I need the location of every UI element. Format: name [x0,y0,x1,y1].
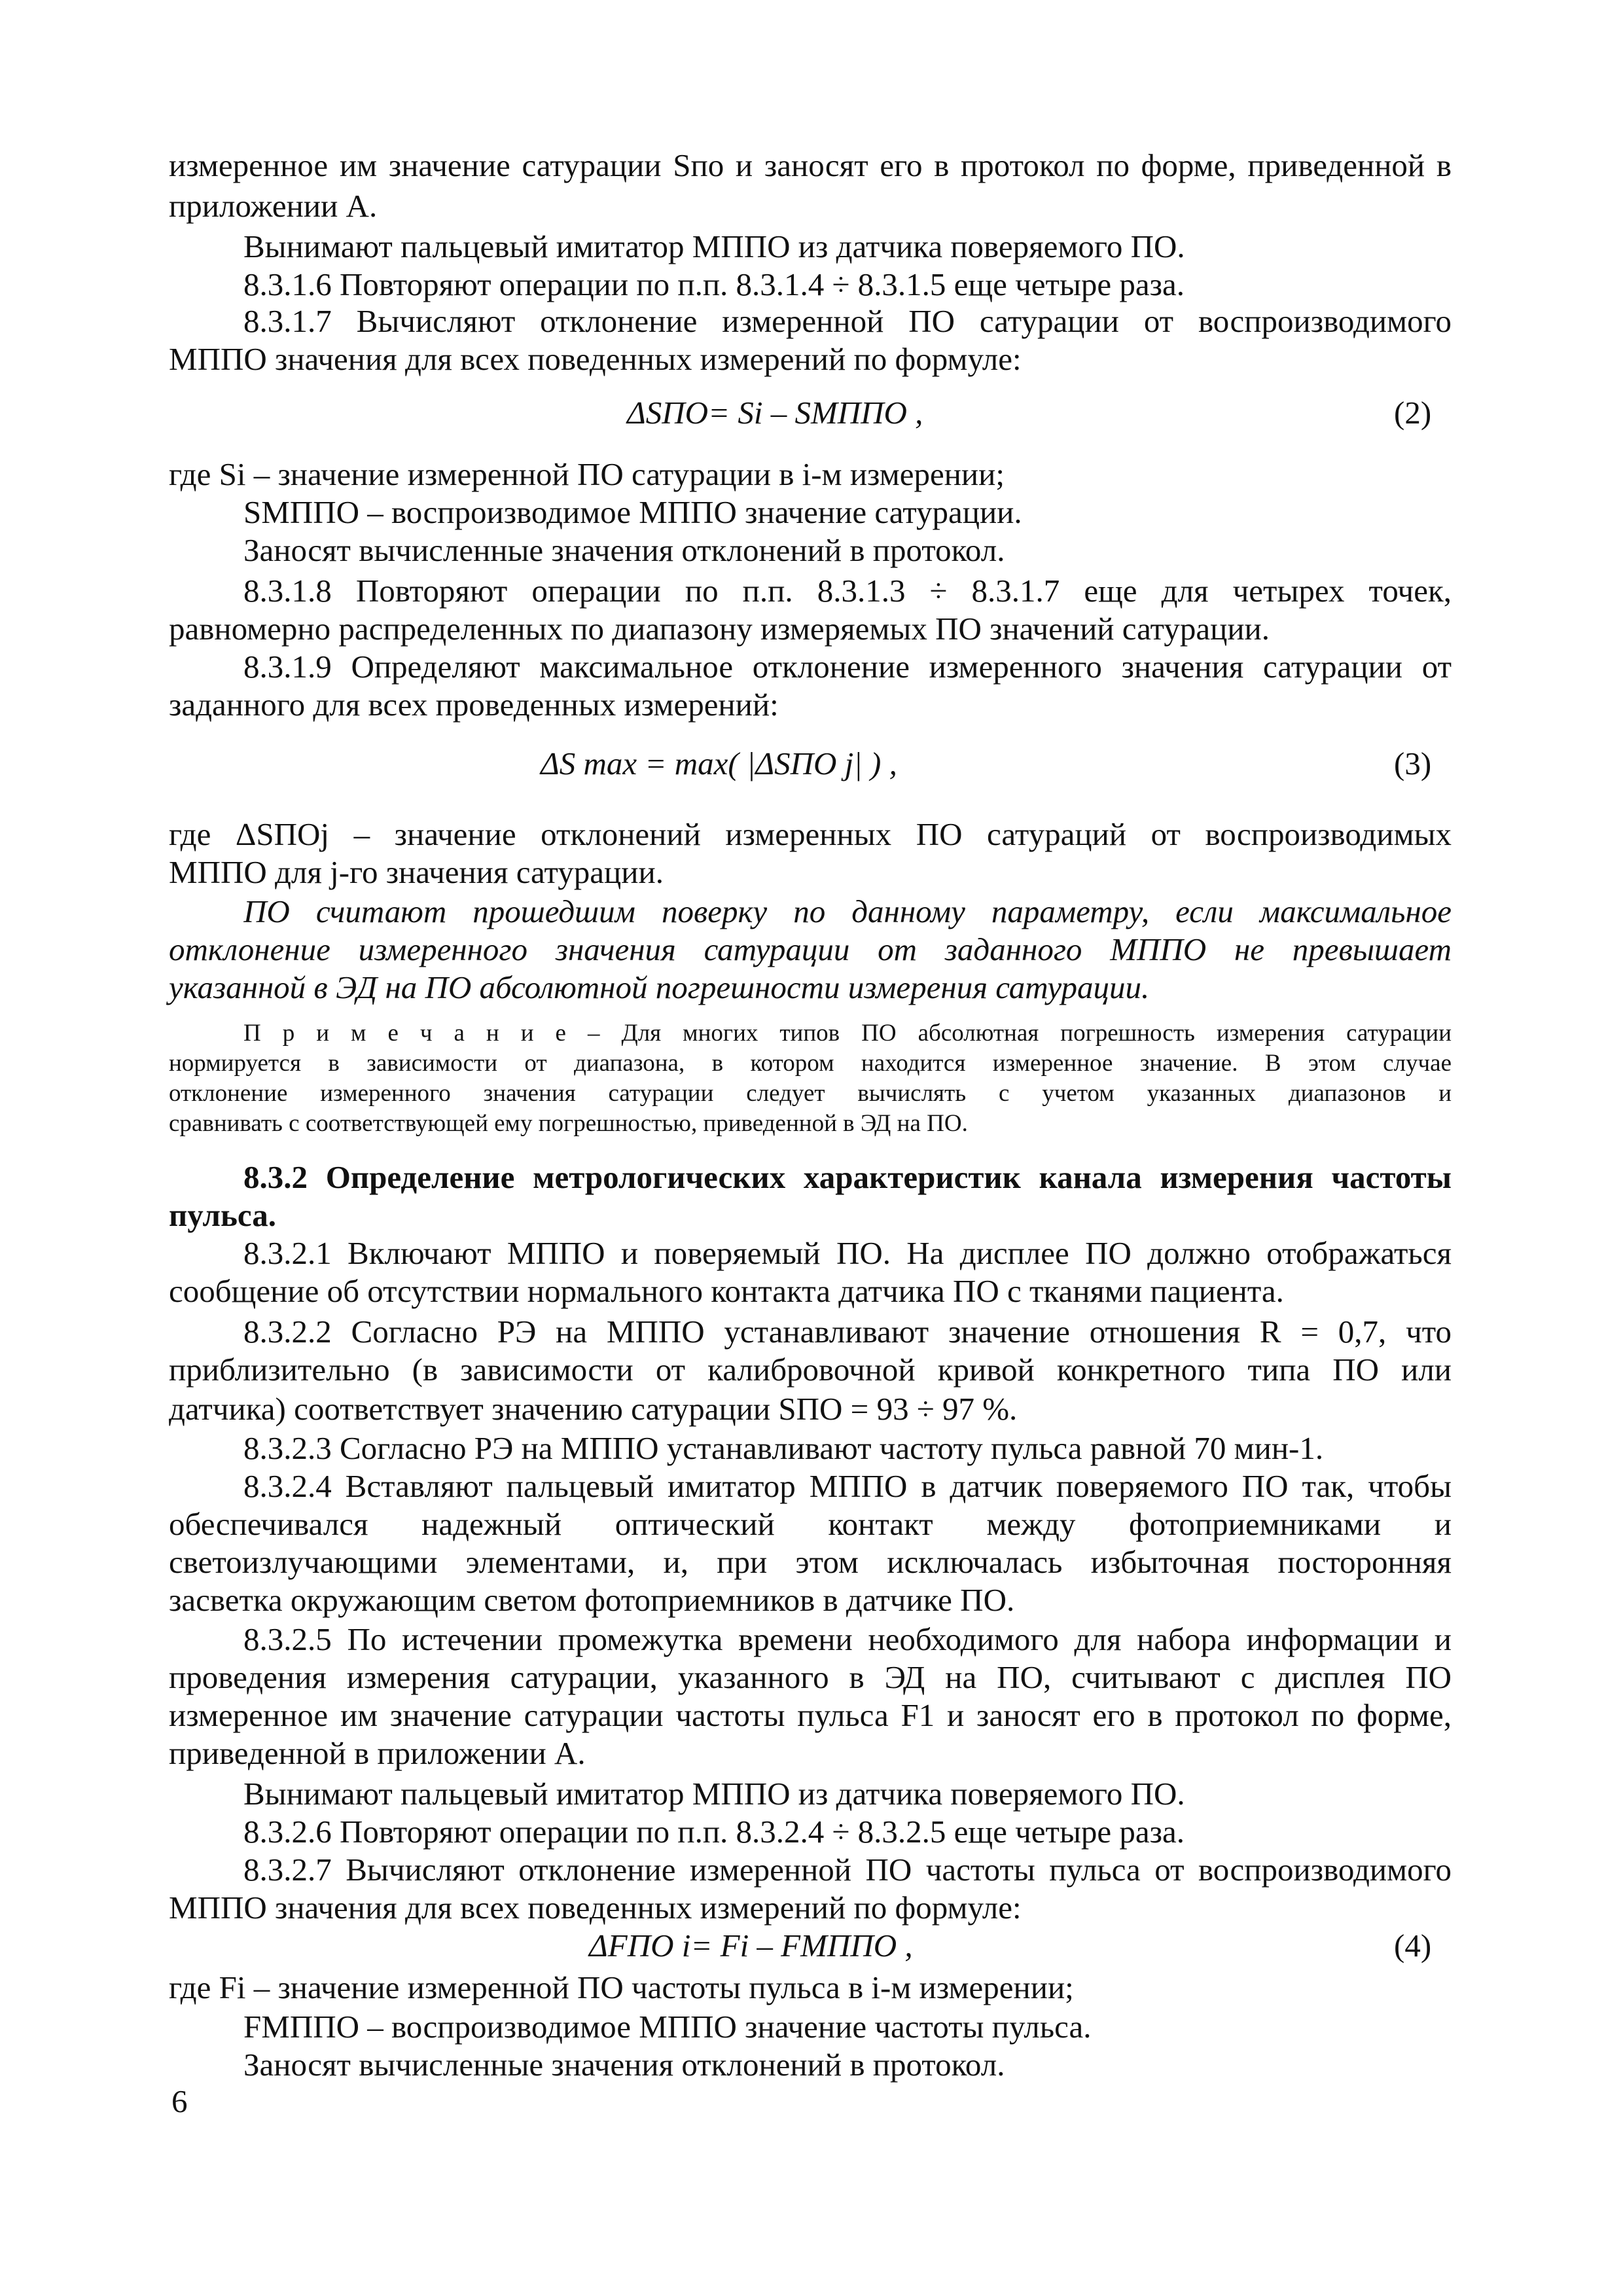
text-line: где Si – значение измеренной ПО сатурации в i-м измерении; [169,456,1005,492]
text-line: обеспечивался надежный оптический контакт между фотоприемниками и [169,1506,1452,1542]
text-line: проведения измерения сатурации, указанного в ЭД на ПО, считывают с дисплея ПО [169,1659,1452,1695]
text-line: SМППО – воспроизводимое МППО значение сатурации. [243,494,1022,530]
text-line: датчика) соответствует значению сатурации SПО = 93 ÷ 97 %. [169,1391,1018,1427]
text-line: равномерно распределенных по диапазону измеряемых ПО значений сатурации. [169,611,1270,647]
text-line: измеренное им значение сатурации частоты пульса F1 и заносят его в протокол по форме, [169,1697,1452,1733]
text-line: 8.3.1.8 Повторяют операции по п.п. 8.3.1.3 ÷ 8.3.1.7 еще для четырех точек, [243,573,1452,609]
text-line: 8.3.2.5 По истечении промежутка времени необходимого для набора информации и [243,1621,1452,1657]
text-line: Вынимают пальцевый имитатор МППО из датчика поверяемого ПО. [243,1776,1185,1812]
text-line: ПО считают прошедшим поверку по данному параметру, если максимальное [243,893,1452,929]
formula-4: ΔFПО i= Fi – FМППО , [589,1928,913,1964]
text-line: 8.3.2.3 Согласно РЭ на МППО устанавливают частоту пульса равной 70 мин-1. [243,1430,1324,1466]
text-line: Вынимают пальцевый имитатор МППО из датчика поверяемого ПО. [243,228,1185,264]
text-line: 8.3.2.1 Включают МППО и поверяемый ПО. На дисплее ПО должно отображаться [243,1235,1452,1271]
formula-2: ΔSПО= Si – SМППО , [627,395,923,431]
text-line: 8.3.1.9 Определяют максимальное отклонение измеренного значения сатурации от [243,649,1452,685]
formula-3: ΔS max = max( |ΔSПО j| ) , [541,745,897,781]
text-line: приложении А. [169,188,378,224]
text-line: FМППО – воспроизводимое МППО значение частоты пульса. [243,2009,1092,2045]
text-line: отклонение измеренного значения сатурации от заданного МППО не превышает [169,931,1452,967]
text-line: МППО для j-го значения сатурации. [169,854,664,890]
equation-number: (3) [1394,745,1432,781]
text-line: Заносят вычисленные значения отклонений в протокол. [243,532,1005,568]
equation-number: (4) [1394,1928,1432,1964]
note-line: сравнивать с соответствующей ему погрешностью, приведенной в ЭД на ПО. [169,1110,968,1137]
text-line: Заносят вычисленные значения отклонений в протокол. [243,2047,1005,2083]
text-line: 8.3.2.6 Повторяют операции по п.п. 8.3.2.4 ÷ 8.3.2.5 еще четыре раза. [243,1814,1185,1850]
section-heading: пульса. [169,1197,277,1233]
note-line: П р и м е ч а н и е – Для многих типов ПО абсолютная погрешность измерения сатурации [243,1020,1452,1047]
equation-number: (2) [1394,395,1432,431]
text-line: 8.3.2.2 Согласно РЭ на МППО устанавливают значение отношения R = 0,7, что [243,1314,1452,1350]
text-line: приблизительно (в зависимости от калибровочной кривой конкретного типа ПО или [169,1352,1452,1388]
text-line: приведенной в приложении А. [169,1735,586,1771]
text-line: МППО значения для всех поведенных измерений по формуле: [169,1890,1022,1926]
text-line: где Fi – значение измеренной ПО частоты пульса в i-м измерении; [169,1969,1074,2005]
note-line: нормируется в зависимости от диапазона, в котором находится измеренное значение. В этом случае [169,1050,1452,1077]
text-line: засветка окружающим светом фотоприемников в датчике ПО. [169,1582,1015,1618]
text-line: МППО значения для всех поведенных измерений по формуле: [169,341,1022,377]
section-heading: 8.3.2 Определение метрологических характеристик канала измерения частоты [243,1159,1452,1195]
text-line: измеренное им значение сатурации Sпо и заносят его в протокол по форме, приведенной в [169,147,1452,183]
text-line: светоизлучающими элементами, и, при этом исключалась избыточная посторонняя [169,1544,1452,1580]
text-line: где ΔSПОj – значение отклонений измеренных ПО сатураций от воспроизводимых [169,816,1452,852]
text-line: заданного для всех проведенных измерений: [169,687,779,723]
text-line: 8.3.2.4 Вставляют пальцевый имитатор МППО в датчик поверяемого ПО так, чтобы [243,1468,1452,1504]
page-number: 6 [171,2083,188,2119]
text-line: 8.3.1.6 Повторяют операции по п.п. 8.3.1.4 ÷ 8.3.1.5 еще четыре раза. [243,266,1185,302]
text-line: 8.3.2.7 Вычисляют отклонение измеренной ПО частоты пульса от воспроизводимого [243,1852,1452,1888]
text-line: сообщение об отсутствии нормального контакта датчика ПО с тканями пациента. [169,1273,1284,1309]
text-line: указанной в ЭД на ПО абсолютной погрешности измерения сатурации. [169,969,1150,1005]
text-line: 8.3.1.7 Вычисляют отклонение измеренной ПО сатурации от воспроизводимого [243,303,1452,339]
note-line: отклонение измеренного значения сатурации следует вычислять с учетом указанных диапазонов и [169,1080,1452,1107]
